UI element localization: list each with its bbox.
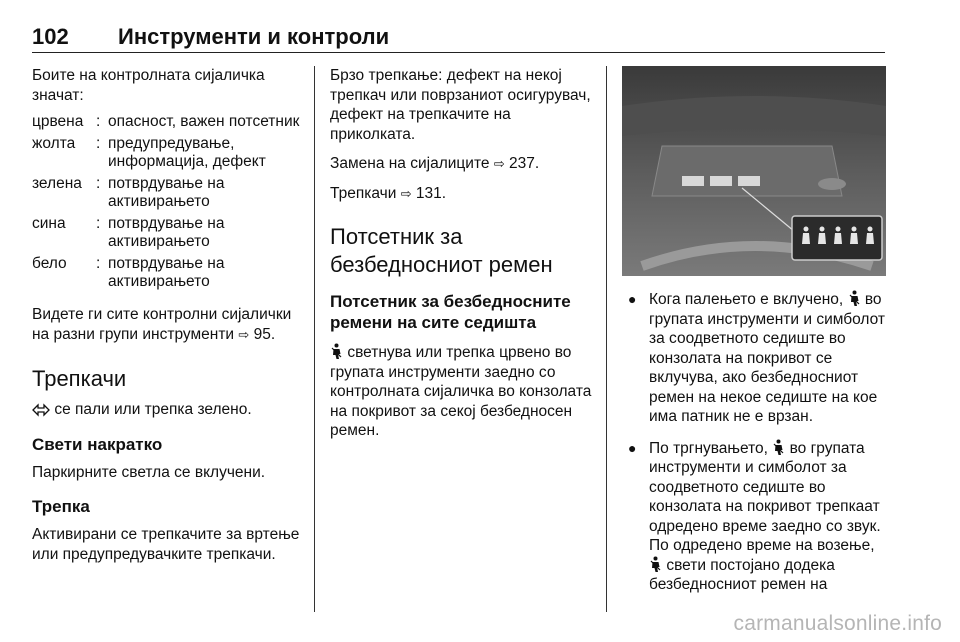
color-separator: : bbox=[96, 113, 101, 130]
heading-turn-signals: Трепкачи bbox=[32, 366, 127, 391]
turn-signal-body: се пали или трепка зелено. bbox=[54, 401, 252, 418]
heading-brief-light: Свети накратко bbox=[32, 434, 163, 454]
color-separator: : bbox=[96, 255, 101, 272]
bullet-text-pre: По тргнувањето, bbox=[649, 439, 768, 457]
page-reference[interactable]: 131. bbox=[415, 184, 447, 202]
color-name: црвена bbox=[32, 113, 84, 130]
turn-signal-icon bbox=[32, 403, 50, 417]
page-number: 102 bbox=[32, 24, 69, 49]
color-separator: : bbox=[96, 135, 101, 152]
bullet-icon: ● bbox=[628, 439, 637, 456]
see-all-lamps-text bbox=[32, 305, 300, 344]
turn-signal-text bbox=[32, 400, 300, 420]
seatbelt-icon bbox=[772, 439, 785, 456]
color-meaning: предупредување, информација, дефект bbox=[108, 135, 266, 170]
watermark: carmanualsonline.info bbox=[733, 612, 942, 635]
table-row bbox=[32, 135, 300, 175]
ref-arrow-icon: ⇨ bbox=[400, 185, 412, 201]
colors-intro: Боите на контролната сијаличка значат: bbox=[32, 67, 265, 104]
color-separator: : bbox=[96, 215, 101, 232]
chapter-title: Инструменти и контроли bbox=[118, 24, 390, 49]
turn-ref-text bbox=[330, 184, 598, 204]
page-reference[interactable]: 95. bbox=[253, 325, 276, 343]
color-name: зелена bbox=[32, 175, 82, 192]
seatbelt-text bbox=[330, 343, 598, 441]
table-row bbox=[32, 175, 300, 215]
color-name: бело bbox=[32, 255, 67, 272]
column-1 bbox=[32, 66, 300, 564]
heading-seatbelt-reminder: Потсетник за безбедносниот ремен bbox=[330, 224, 553, 277]
roof-console-illustration bbox=[622, 66, 886, 276]
seatbelt-icon bbox=[330, 343, 343, 360]
parking-lights-text: Паркирните светла се вклучени. bbox=[32, 463, 266, 481]
heading-all-seats: Потсетник за безбедносните ремени на сите седишта bbox=[330, 292, 571, 332]
seatbelt-body: светнува или трепка црвено во групата инструменти заедно со контролната сијаличка во конзолата на покривот за секој безбедносен ремен. bbox=[330, 344, 592, 439]
column-divider bbox=[606, 66, 607, 612]
bullet-text-post: во групата инструменти и симболот за соодветното седиште во конзолата на покривот се вклучува, ако безбедносниот ремен на некое седиште на кое има патник не е врзан. bbox=[649, 291, 885, 425]
bullet-text-post2: свети постојано додека безбедносниот ремен на bbox=[649, 556, 835, 593]
turn-ref-body: Трепкачи bbox=[330, 184, 397, 202]
see-all-lamps-body: Видете ги сите контролни сијалички на разни групи инструменти bbox=[32, 306, 292, 343]
page-reference[interactable]: 237. bbox=[509, 155, 540, 172]
list-item bbox=[622, 439, 886, 595]
column-2 bbox=[330, 66, 598, 441]
table-row bbox=[32, 215, 300, 255]
list-item bbox=[622, 290, 886, 427]
color-name: жолта bbox=[32, 135, 76, 152]
roof-console-photo bbox=[622, 66, 886, 276]
bullet-icon: ● bbox=[628, 291, 637, 307]
color-meaning-table bbox=[32, 113, 300, 295]
seatbelt-icon bbox=[649, 556, 662, 573]
bulb-replace-text bbox=[330, 154, 598, 174]
seatbelt-bullet-list bbox=[622, 290, 886, 595]
page-header bbox=[32, 24, 885, 53]
color-separator: : bbox=[96, 175, 101, 192]
flashing-text: Активирани се трепкачите за вртење или предупредувачките трепкачи. bbox=[32, 526, 300, 563]
bulb-replace-body: Замена на сијалиците bbox=[330, 155, 490, 172]
table-row bbox=[32, 255, 300, 295]
heading-flashing: Трепка bbox=[32, 497, 90, 516]
ref-arrow-icon: ⇨ bbox=[238, 326, 250, 342]
ref-arrow-icon: ⇨ bbox=[493, 156, 505, 171]
color-meaning: потврдување на активирањето bbox=[108, 255, 225, 290]
bullet-text-post: во групата инструменти и симболот за соодветното седиште во конзолата на покривот трепкаат одредено време заедно со звук. По одредено време на возење, bbox=[649, 439, 881, 554]
column-divider bbox=[314, 66, 315, 612]
seatbelt-icon bbox=[848, 290, 861, 307]
fast-flash-text: Брзо трепкање: дефект на некој трепкач или поврзаниот осигурувач, дефект на трепкачите на приколката. bbox=[330, 67, 591, 143]
bullet-text-pre: Кога палењето е вклучено, bbox=[649, 291, 844, 308]
color-name: сина bbox=[32, 215, 66, 232]
table-row bbox=[32, 113, 300, 135]
color-meaning: потврдување на активирањето bbox=[108, 175, 225, 210]
color-meaning: опасност, важен потсетник bbox=[108, 113, 300, 130]
color-meaning: потврдување на активирањето bbox=[108, 215, 225, 250]
column-3 bbox=[622, 66, 886, 607]
